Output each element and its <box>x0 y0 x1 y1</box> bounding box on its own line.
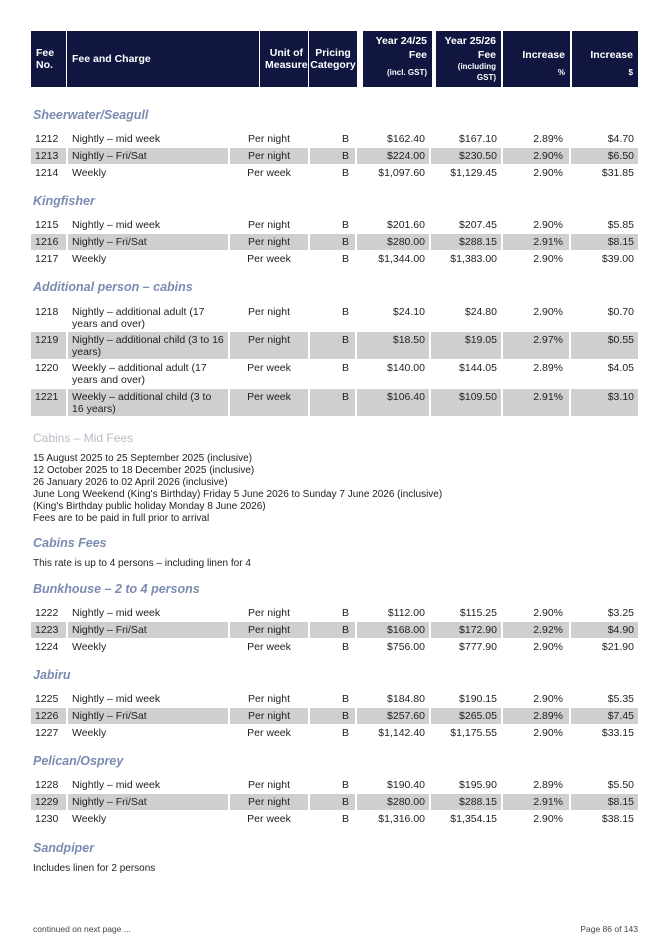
fee-number-cell: 1214 <box>35 167 59 179</box>
increase-dollar-cell: $33.15 <box>601 727 634 739</box>
unit-of-measure-cell: Per night <box>230 794 308 810</box>
note-line: (King's Birthday public holiday Monday 8 June 2026) <box>33 501 266 512</box>
fee-number-cell: 1216 <box>31 234 66 250</box>
section-title: Pelican/Osprey <box>33 754 124 768</box>
increase-dollar-cell: $4.05 <box>607 362 634 374</box>
table-row <box>31 332 638 359</box>
fee-2526-cell: $195.90 <box>459 779 497 791</box>
fee-charge-cell: Weekly <box>72 167 107 179</box>
fee-2526-cell: $1,354.15 <box>450 813 497 825</box>
table-row <box>31 622 638 638</box>
increase-dollar-cell: $8.15 <box>571 234 638 250</box>
increase-dollar-cell: $3.10 <box>571 389 638 416</box>
table-row <box>31 389 638 416</box>
fee-2425-cell: $201.60 <box>387 219 425 231</box>
fee-number-cell: 1212 <box>35 133 59 145</box>
increase-percent-cell: 2.90% <box>503 148 569 164</box>
fee-number-cell: 1218 <box>35 306 59 318</box>
note-line: June Long Weekend (King's Birthday) Friday 5 June 2026 to Sunday 7 June 2026 (inclusive) <box>33 489 443 500</box>
pricing-category-cell: B <box>341 362 349 374</box>
fee-number-cell: 1213 <box>31 148 66 164</box>
fee-charge-cell: Nightly – Fri/Sat <box>68 148 228 164</box>
section-title: Bunkhouse – 2 to 4 persons <box>33 582 200 596</box>
fee-2425-cell: $162.40 <box>387 133 425 145</box>
increase-dollar-cell: $5.85 <box>607 219 634 231</box>
section-title: Jabiru <box>33 668 71 682</box>
pricing-category-cell: B <box>310 332 355 359</box>
pricing-category-cell: B <box>341 779 349 791</box>
table-row <box>31 811 638 827</box>
fee-charge-cell: Weekly – additional child (3 to 16 years) <box>68 389 228 416</box>
increase-dollar-cell: $21.90 <box>601 641 634 653</box>
increase-percent-cell: 2.90% <box>533 253 563 265</box>
increase-percent-cell: 2.90% <box>533 641 563 653</box>
fee-2526-cell: $24.80 <box>464 306 497 318</box>
fee-charge-cell: Nightly – Fri/Sat <box>68 794 228 810</box>
pricing-category-cell: B <box>341 693 349 705</box>
increase-dollar-cell: $7.45 <box>571 708 638 724</box>
increase-percent-cell: 2.91% <box>503 389 569 416</box>
fee-2526-cell: $777.90 <box>459 641 497 653</box>
table-row <box>31 639 638 655</box>
increase-percent-cell: 2.91% <box>503 234 569 250</box>
page-number: Page 86 of 143 <box>580 924 638 934</box>
increase-dollar-cell: $0.55 <box>571 332 638 359</box>
unit-of-measure-cell: Per night <box>247 779 291 791</box>
pricing-category-cell: B <box>310 708 355 724</box>
pricing-category-cell: B <box>341 306 349 318</box>
unit-of-measure-cell: Per night <box>247 306 291 318</box>
continued-note: continued on next page ... <box>33 924 131 934</box>
pricing-category-cell: B <box>341 219 349 231</box>
fee-number-cell: 1223 <box>31 622 66 638</box>
fee-2425-cell: $24.10 <box>392 306 425 318</box>
fee-2526-cell: $207.45 <box>459 219 497 231</box>
fee-charge-cell: Nightly – additional child (3 to 16 years) <box>68 332 228 359</box>
pricing-category-cell: B <box>310 148 355 164</box>
increase-percent-cell: 2.90% <box>533 727 563 739</box>
pricing-category-cell: B <box>341 607 349 619</box>
section-title: Kingfisher <box>33 194 95 208</box>
fee-2425-cell: $112.00 <box>387 607 425 619</box>
pricing-category-cell: B <box>341 167 349 179</box>
increase-percent-cell: 2.90% <box>533 607 563 619</box>
unit-of-measure-cell: Per night <box>230 234 308 250</box>
increase-dollar-cell: $5.50 <box>607 779 634 791</box>
unit-of-measure-cell: Per night <box>247 219 291 231</box>
pricing-category-cell: B <box>310 622 355 638</box>
section-title: Additional person – cabins <box>33 280 193 294</box>
increase-percent-cell: 2.89% <box>533 362 563 374</box>
note-line: Fees are to be paid in full prior to arrival <box>33 513 210 524</box>
fee-number-cell: 1217 <box>35 253 59 265</box>
fee-2425-cell: $756.00 <box>387 641 425 653</box>
table-row <box>31 251 638 267</box>
unit-of-measure-cell: Per week <box>247 813 291 825</box>
fee-2526-cell: $109.50 <box>431 389 501 416</box>
unit-of-measure-cell: Per night <box>230 148 308 164</box>
pricing-category-cell: B <box>341 133 349 145</box>
fee-number-cell: 1215 <box>35 219 59 231</box>
fee-number-cell: 1227 <box>35 727 59 739</box>
fee-2425-cell: $257.60 <box>357 708 429 724</box>
fee-number-cell: 1228 <box>35 779 59 791</box>
unit-of-measure-cell: Per week <box>247 167 291 179</box>
unit-of-measure-cell: Per night <box>247 607 291 619</box>
table-row <box>31 217 638 233</box>
increase-dollar-cell: $4.90 <box>571 622 638 638</box>
fee-2526-cell: $172.90 <box>431 622 501 638</box>
fee-charge-cell: Nightly – mid week <box>72 779 161 791</box>
note-line: 12 October 2025 to 18 December 2025 (inclusive) <box>33 465 255 476</box>
increase-percent-cell: 2.97% <box>503 332 569 359</box>
fee-2526-cell: $230.50 <box>431 148 501 164</box>
increase-percent-cell: 2.90% <box>533 167 563 179</box>
increase-percent-cell: 2.89% <box>533 133 563 145</box>
fee-2425-cell: $280.00 <box>357 794 429 810</box>
note-line: 26 January 2026 to 02 April 2026 (inclusive) <box>33 477 228 488</box>
fee-2425-cell: $190.40 <box>387 779 425 791</box>
fee-charge-cell: Nightly – mid week <box>72 133 161 145</box>
fee-charge-cell: Nightly – mid week <box>72 219 161 231</box>
fee-number-cell: 1226 <box>31 708 66 724</box>
table-header <box>31 31 638 87</box>
table-row <box>31 691 638 707</box>
pricing-category-cell: B <box>341 253 349 265</box>
unit-of-measure-cell: Per night <box>230 622 308 638</box>
pricing-category-cell: B <box>341 641 349 653</box>
fee-number-cell: 1222 <box>35 607 59 619</box>
unit-of-measure-cell: Per week <box>247 362 291 374</box>
fee-2425-cell: $1,142.40 <box>378 727 425 739</box>
fee-2526-cell: $1,175.55 <box>450 727 497 739</box>
fee-2425-cell: $224.00 <box>357 148 429 164</box>
increase-dollar-cell: $0.70 <box>607 306 634 318</box>
unit-of-measure-cell: Per night <box>247 133 291 145</box>
section-title: Cabins – Mid Fees <box>33 431 134 445</box>
fee-2425-cell: $168.00 <box>357 622 429 638</box>
sandpiper-note: Includes linen for 2 persons <box>33 863 156 874</box>
fee-2425-cell: $1,344.00 <box>378 253 425 265</box>
increase-dollar-cell: $31.85 <box>601 167 634 179</box>
fee-number-cell: 1220 <box>35 362 59 374</box>
pricing-category-cell: B <box>341 727 349 739</box>
increase-dollar-cell: $3.25 <box>607 607 634 619</box>
cabins-fees-note: This rate is up to 4 persons – including linen for 4 <box>33 558 251 569</box>
fee-2425-cell: $1,097.60 <box>378 167 425 179</box>
fee-2526-cell: $167.10 <box>459 133 497 145</box>
table-row <box>31 234 638 250</box>
fee-2526-cell: $1,383.00 <box>450 253 497 265</box>
fee-charge-cell: Weekly <box>72 253 107 265</box>
header-year-2526: Year 25/26 Fee (including GST) <box>436 31 501 87</box>
fee-charge-cell: Nightly – additional adult (17 years and over) <box>72 306 205 330</box>
fee-2425-cell: $280.00 <box>357 234 429 250</box>
fee-number-cell: 1230 <box>35 813 59 825</box>
pricing-category-cell: B <box>310 794 355 810</box>
fee-number-cell: 1229 <box>31 794 66 810</box>
pricing-category-cell: B <box>310 389 355 416</box>
fee-2526-cell: $115.25 <box>459 607 497 619</box>
fee-charge-cell: Nightly – mid week <box>72 607 161 619</box>
increase-dollar-cell: $4.70 <box>607 133 634 145</box>
section-title: Sandpiper <box>33 841 95 855</box>
fee-2526-cell: $288.15 <box>431 234 501 250</box>
fee-2526-cell: $19.05 <box>431 332 501 359</box>
increase-percent-cell: 2.89% <box>503 708 569 724</box>
fee-charge-cell: Weekly – additional adult (17 years and over) <box>72 362 207 386</box>
table-row <box>31 777 638 793</box>
header-fee-no: Fee No. <box>31 31 66 87</box>
increase-percent-cell: 2.90% <box>533 813 563 825</box>
table-row <box>31 165 638 181</box>
table-row <box>31 725 638 741</box>
unit-of-measure-cell: Per night <box>230 708 308 724</box>
fee-charge-cell: Nightly – mid week <box>72 693 161 705</box>
table-row <box>31 708 638 724</box>
fee-charge-cell: Nightly – Fri/Sat <box>68 708 228 724</box>
fee-2425-cell: $184.80 <box>387 693 425 705</box>
fee-2526-cell: $190.15 <box>459 693 497 705</box>
header-unit-of-measure: Unit of Measure <box>260 31 308 87</box>
unit-of-measure-cell: Per week <box>230 389 308 416</box>
fee-charge-cell: Weekly <box>72 727 107 739</box>
unit-of-measure-cell: Per week <box>247 727 291 739</box>
note-line: 15 August 2025 to 25 September 2025 (inclusive) <box>33 453 253 464</box>
fee-number-cell: 1221 <box>31 389 66 416</box>
unit-of-measure-cell: Per night <box>247 693 291 705</box>
header-pricing-category: Pricing Category <box>309 31 357 87</box>
mid-fees-notes <box>33 453 442 525</box>
fee-2526-cell: $1,129.45 <box>450 167 497 179</box>
increase-percent-cell: 2.90% <box>533 219 563 231</box>
increase-percent-cell: 2.92% <box>503 622 569 638</box>
fee-charge-cell: Nightly – Fri/Sat <box>68 622 228 638</box>
table-row <box>31 360 638 387</box>
fee-charge-cell: Nightly – Fri/Sat <box>68 234 228 250</box>
fee-number-cell: 1225 <box>35 693 59 705</box>
unit-of-measure-cell: Per week <box>247 641 291 653</box>
header-fee-and-charge: Fee and Charge <box>67 31 259 87</box>
table-row <box>31 131 638 147</box>
increase-dollar-cell: $5.35 <box>607 693 634 705</box>
header-year-2425: Year 24/25 Fee (incl. GST) <box>363 31 432 87</box>
fee-2425-cell: $140.00 <box>387 362 425 374</box>
increase-percent-cell: 2.90% <box>533 693 563 705</box>
fee-2425-cell: $18.50 <box>357 332 429 359</box>
header-increase-dollar: Increase $ <box>572 31 638 87</box>
table-row <box>31 605 638 621</box>
increase-percent-cell: 2.89% <box>533 779 563 791</box>
fee-2526-cell: $265.05 <box>431 708 501 724</box>
increase-dollar-cell: $39.00 <box>601 253 634 265</box>
unit-of-measure-cell: Per night <box>230 332 308 359</box>
table-row <box>31 794 638 810</box>
pricing-category-cell: B <box>310 234 355 250</box>
increase-percent-cell: 2.90% <box>533 306 563 318</box>
increase-dollar-cell: $38.15 <box>601 813 634 825</box>
unit-of-measure-cell: Per week <box>247 253 291 265</box>
fee-2526-cell: $144.05 <box>459 362 497 374</box>
fee-2526-cell: $288.15 <box>431 794 501 810</box>
fee-2425-cell: $106.40 <box>357 389 429 416</box>
pricing-category-cell: B <box>341 813 349 825</box>
fee-charge-cell: Weekly <box>72 813 107 825</box>
section-title: Sheerwater/Seagull <box>33 108 149 122</box>
increase-percent-cell: 2.91% <box>503 794 569 810</box>
fee-number-cell: 1224 <box>35 641 59 653</box>
table-row <box>31 148 638 164</box>
header-increase-percent: Increase % <box>503 31 570 87</box>
fee-charge-cell: Weekly <box>72 641 107 653</box>
table-row <box>31 304 638 331</box>
increase-dollar-cell: $8.15 <box>571 794 638 810</box>
fee-2425-cell: $1,316.00 <box>378 813 425 825</box>
increase-dollar-cell: $6.50 <box>571 148 638 164</box>
section-title: Cabins Fees <box>33 536 107 550</box>
fee-number-cell: 1219 <box>31 332 66 359</box>
